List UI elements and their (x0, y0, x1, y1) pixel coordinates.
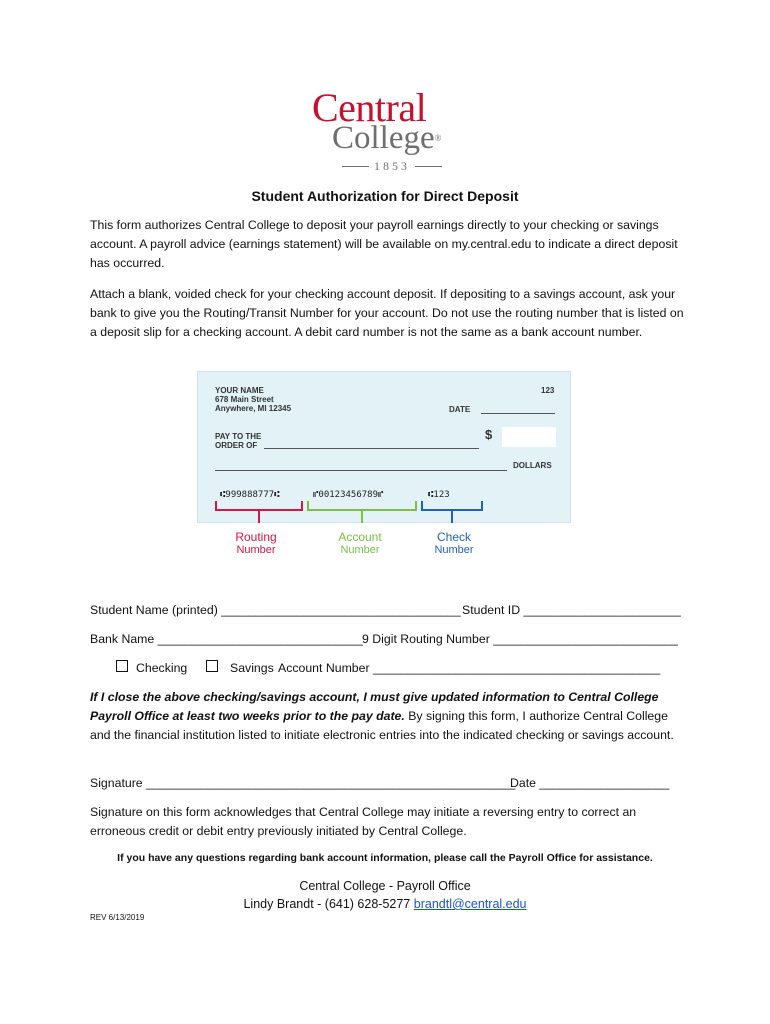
check-number: 123 (541, 386, 555, 395)
check-name: YOUR NAME (215, 386, 264, 395)
logo-year: 1853 (374, 158, 410, 173)
check-pay-to-line1: PAY TO THE (215, 432, 262, 441)
account-number-label: Number (340, 544, 380, 556)
check-number-bracket (421, 501, 483, 511)
check-street: 678 Main Street (215, 395, 274, 404)
check-micr-routing: ⑆999888777⑆ (220, 490, 280, 500)
checking-checkbox[interactable] (116, 660, 128, 672)
page-title: Student Authorization for Direct Deposit (251, 188, 519, 204)
attach-check-paragraph: Attach a blank, voided check for your checking account deposit. If depositing to a savings account, ask your bank to give you the Routing/Transit Number for your account. Do not use the routing number that is listed on a deposit slip for a checking account. A debit card number is not the same as a bank account number. (90, 287, 684, 339)
logo-college-text: College® (332, 120, 442, 156)
check-city: Anywhere, MI 12345 (215, 404, 292, 413)
check-dollars-label: DOLLARS (513, 461, 552, 470)
date-field[interactable]: Date ___________________ (510, 776, 670, 790)
check-amount-box (502, 427, 556, 447)
logo-central-text: Central (312, 85, 427, 130)
revision-date: REV 6/13/2019 (90, 913, 145, 922)
logo-rule-right (415, 166, 442, 167)
check-bracket-stem (451, 509, 453, 523)
routing-bracket-stem (258, 509, 260, 523)
check-payee-line (264, 448, 479, 449)
checking-label: Checking (136, 661, 188, 675)
account-label: Account (338, 530, 382, 544)
check-number-sub-label: Number (434, 544, 474, 556)
savings-label: Savings (230, 661, 274, 675)
contact-line (0, 897, 770, 911)
questions-note: If you have any questions regarding bank account information, please call the Payroll Office for assistance. (117, 852, 653, 864)
check-date-label: DATE (449, 405, 471, 414)
closing-bold-text: If I close the above checking/savings account, I must give updated information to Central College Payroll Office at least two weeks prior to the pay date. (90, 690, 659, 723)
check-dollar-sign: $ (485, 427, 493, 442)
contact-person-phone: Lindy Brandt - (641) 628-5277 (243, 897, 411, 911)
check-label: Check (436, 530, 471, 544)
logo-rule-left (342, 166, 369, 167)
check-pay-to-line2: ORDER OF (215, 441, 258, 450)
routing-number-label: Number (236, 544, 276, 556)
check-micr-check: ⑆123 (428, 490, 450, 500)
student-name-field[interactable]: Student Name (printed) ___________________________________ (90, 603, 461, 617)
contact-email-link[interactable]: brandtl@central.edu (413, 897, 527, 911)
check-dollars-line (215, 470, 507, 471)
account-number-field[interactable]: Account Number __________________________________________ (278, 661, 661, 675)
student-id-field[interactable]: Student ID _______________________ (462, 603, 681, 617)
contact-office: Central College - Payroll Office (299, 879, 471, 893)
check-date-line (481, 413, 555, 414)
closing-rest-text: By signing this form, I authorize Central College and the financial institution listed to initiate electronic entries into the indicated checking or savings account. (90, 709, 674, 742)
acknowledge-paragraph: Signature on this form acknowledges that Central College may initiate a reversing entry to correct an erroneous credit or debit entry previously initiated by Central College. (90, 805, 637, 838)
savings-checkbox[interactable] (206, 660, 218, 672)
signature-field[interactable]: Signature ______________________________________________________ (90, 776, 516, 790)
account-bracket-stem (361, 509, 363, 523)
routing-bracket (215, 501, 303, 511)
central-college-logo (300, 85, 470, 173)
check-micr-account: ⑈00123456789⑈ (313, 490, 384, 500)
bank-name-field[interactable]: Bank Name ______________________________ (90, 632, 363, 646)
routing-label: Routing (235, 530, 277, 544)
routing-number-field[interactable]: 9 Digit Routing Number ___________________________ (362, 632, 678, 646)
closing-paragraph (90, 688, 685, 745)
intro-paragraph: This form authorizes Central College to deposit your payroll earnings directly to your checking or savings account. A payroll advice (earnings statement) will be available on my.central.edu to indicate a direct deposit has occurred. (90, 218, 678, 270)
account-bracket (307, 501, 417, 511)
logo-year-row (342, 158, 442, 174)
